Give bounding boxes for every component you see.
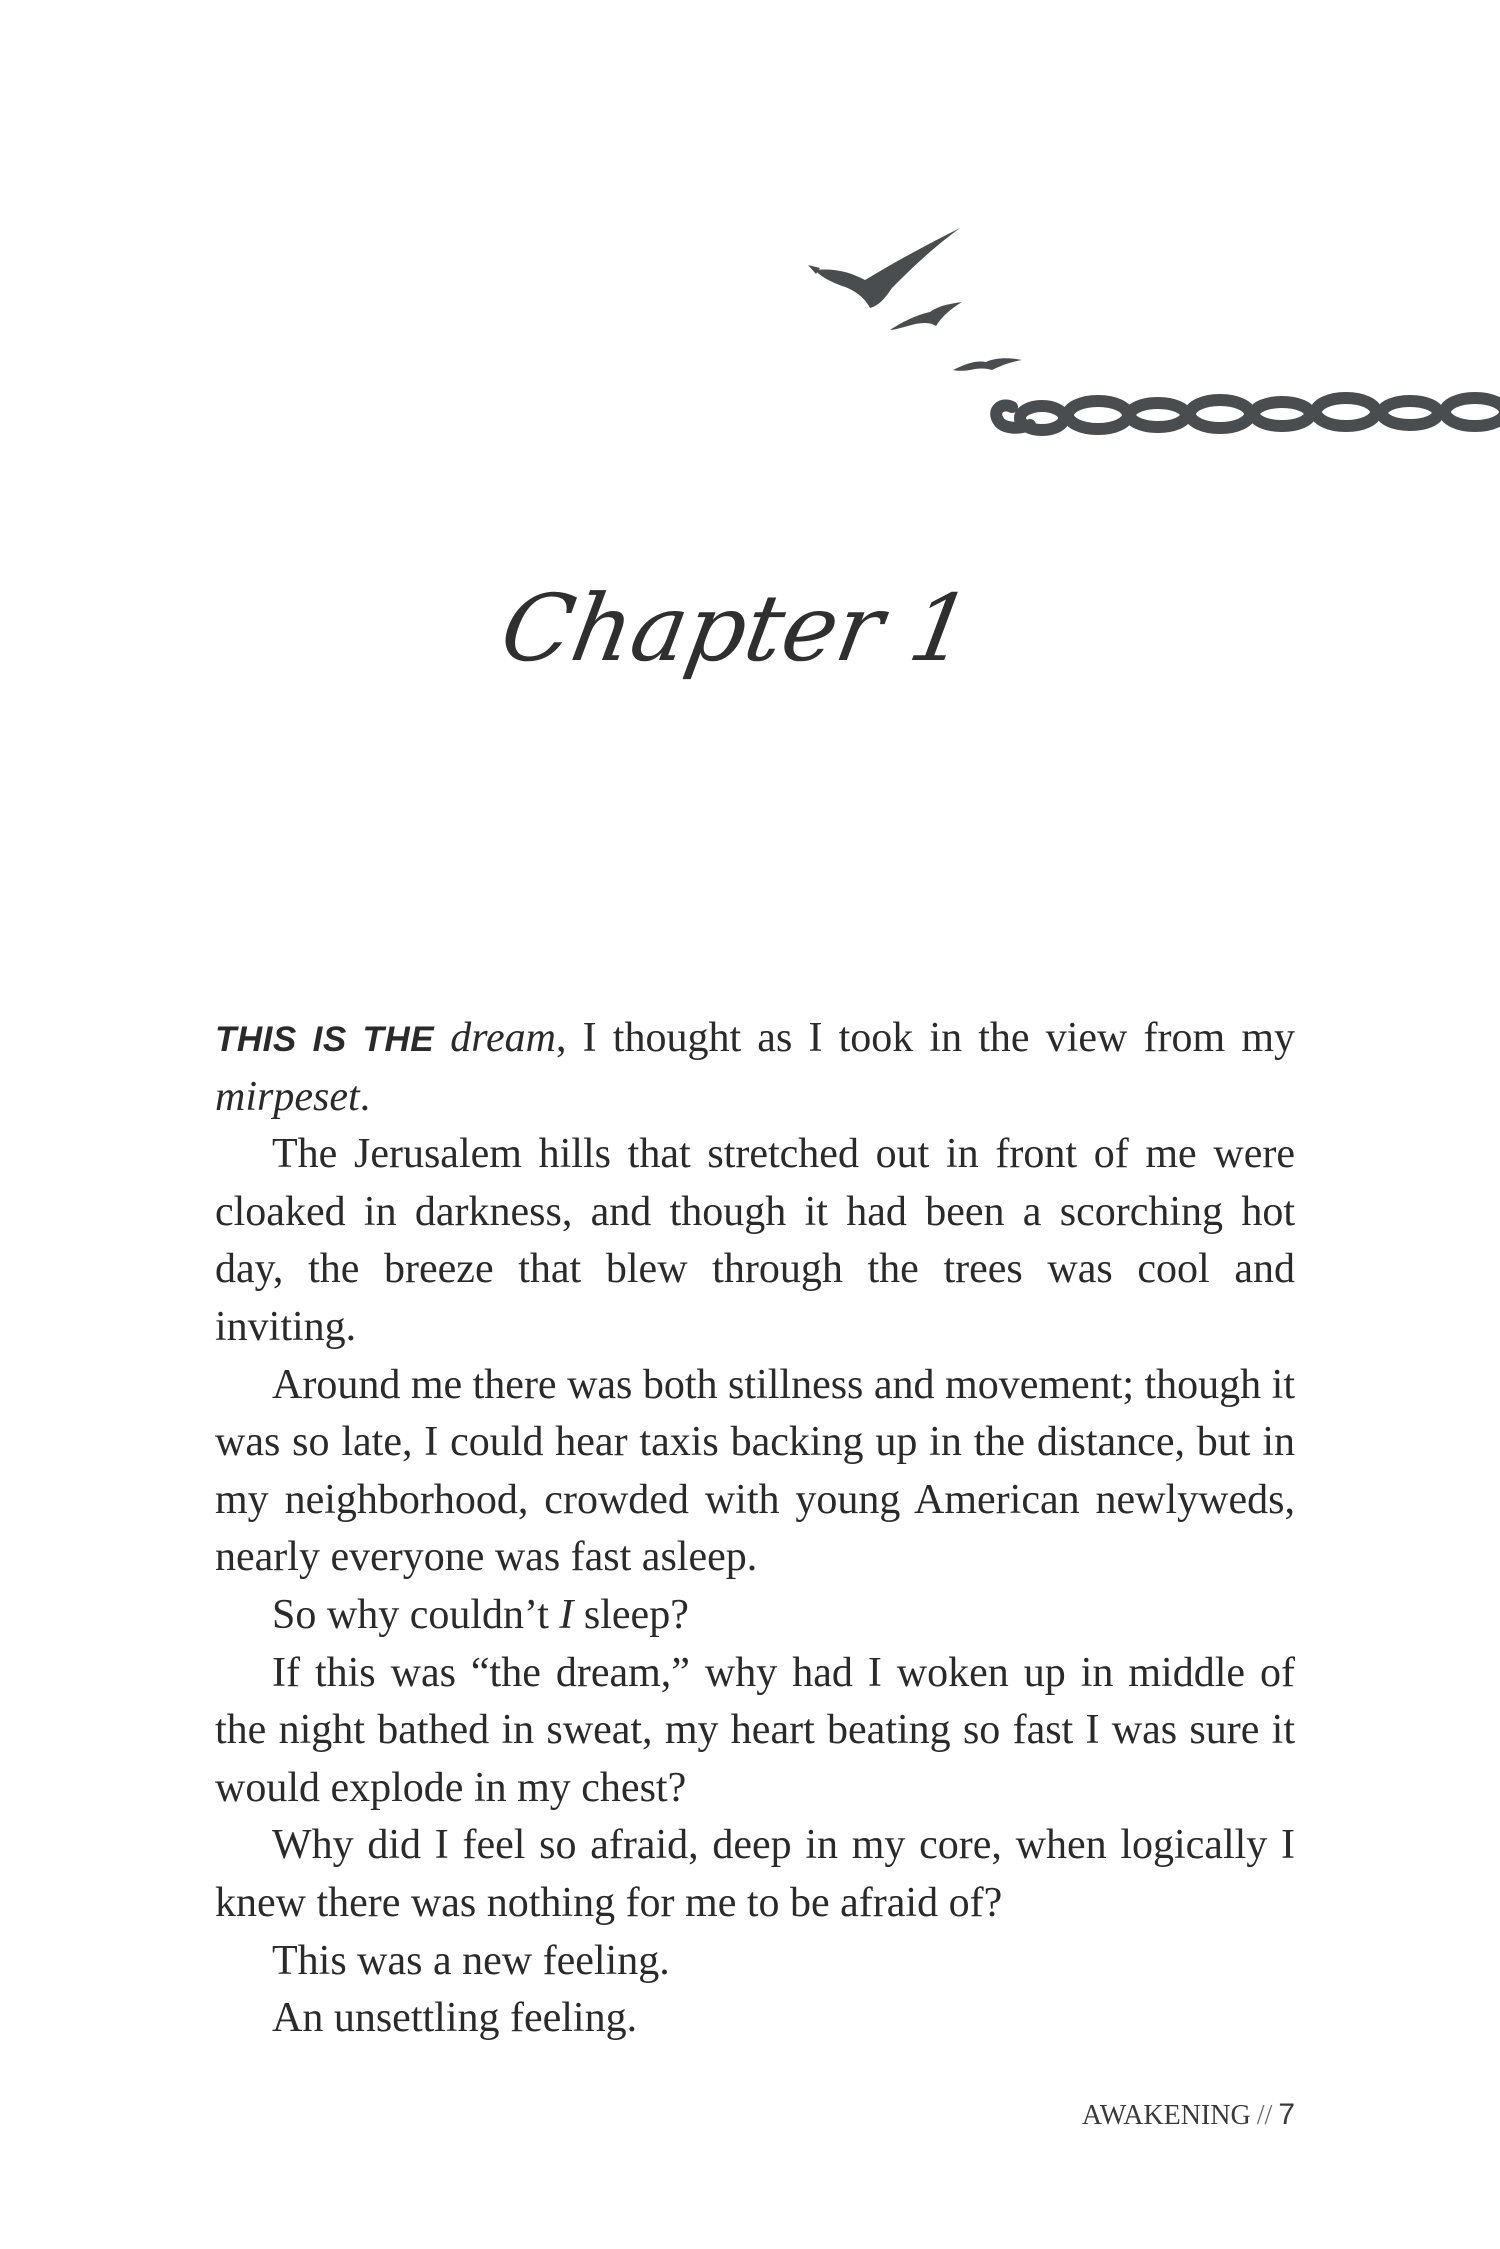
lead-in-caps: THIS IS THE bbox=[215, 1020, 435, 1059]
paragraph-text: So why couldn’t bbox=[272, 1591, 560, 1638]
paragraph-text: , I thought as I took in the view from my bbox=[556, 1015, 1295, 1061]
paragraph: An unsettling feeling. bbox=[272, 1995, 638, 2042]
chapter-title-script bbox=[493, 550, 979, 720]
opening-paragraph bbox=[215, 1010, 1295, 1126]
chapter-title-text: Chapter 1 bbox=[493, 574, 979, 682]
paragraph: Why did I feel so afraid, deep in my core, when logically I knew there was nothing for me to be afraid of? bbox=[215, 1822, 1295, 1926]
italic-word: dream bbox=[450, 1015, 556, 1061]
paragraph: The Jerusalem hills that stretched out in front of me were cloaked in darkness, and though it had been a scorching hot day, the breeze that blew through the trees was cool and inviting. bbox=[215, 1131, 1295, 1350]
italic-word: mirpeset bbox=[215, 1073, 360, 1120]
footer-separator: // bbox=[1256, 2100, 1273, 2131]
italic-word: I bbox=[559, 1591, 574, 1638]
bird-icon bbox=[808, 228, 960, 308]
chapter-body bbox=[215, 1010, 1295, 2048]
birds-and-chain-illustration bbox=[780, 210, 1500, 480]
paragraph bbox=[215, 1587, 1295, 1645]
footer-section-title: AWAKENING bbox=[1081, 2100, 1251, 2131]
paragraph-text: . bbox=[359, 1073, 371, 1120]
paragraph: This was a new feeling. bbox=[272, 1937, 670, 1984]
bird-icon bbox=[953, 358, 1022, 370]
paragraph: If this was “the dream,” why had I woken up in middle of the night bathed in sweat, my heart beating so fast I was sure it would explode in my chest? bbox=[215, 1649, 1295, 1811]
chapter-title bbox=[0, 550, 1500, 720]
page-number: 7 bbox=[1278, 2098, 1295, 2131]
paragraph: Around me there was both stillness and movement; though it was so late, I could hear taxis backing up in the distance, but in my neighborhood, crowded with young American newlyweds, nearly everyone was fast asleep. bbox=[215, 1361, 1296, 1581]
paragraph-text: sleep? bbox=[573, 1591, 689, 1638]
bird-icon bbox=[890, 302, 962, 330]
running-footer bbox=[1082, 2098, 1295, 2132]
broken-chain-icon bbox=[996, 398, 1500, 430]
